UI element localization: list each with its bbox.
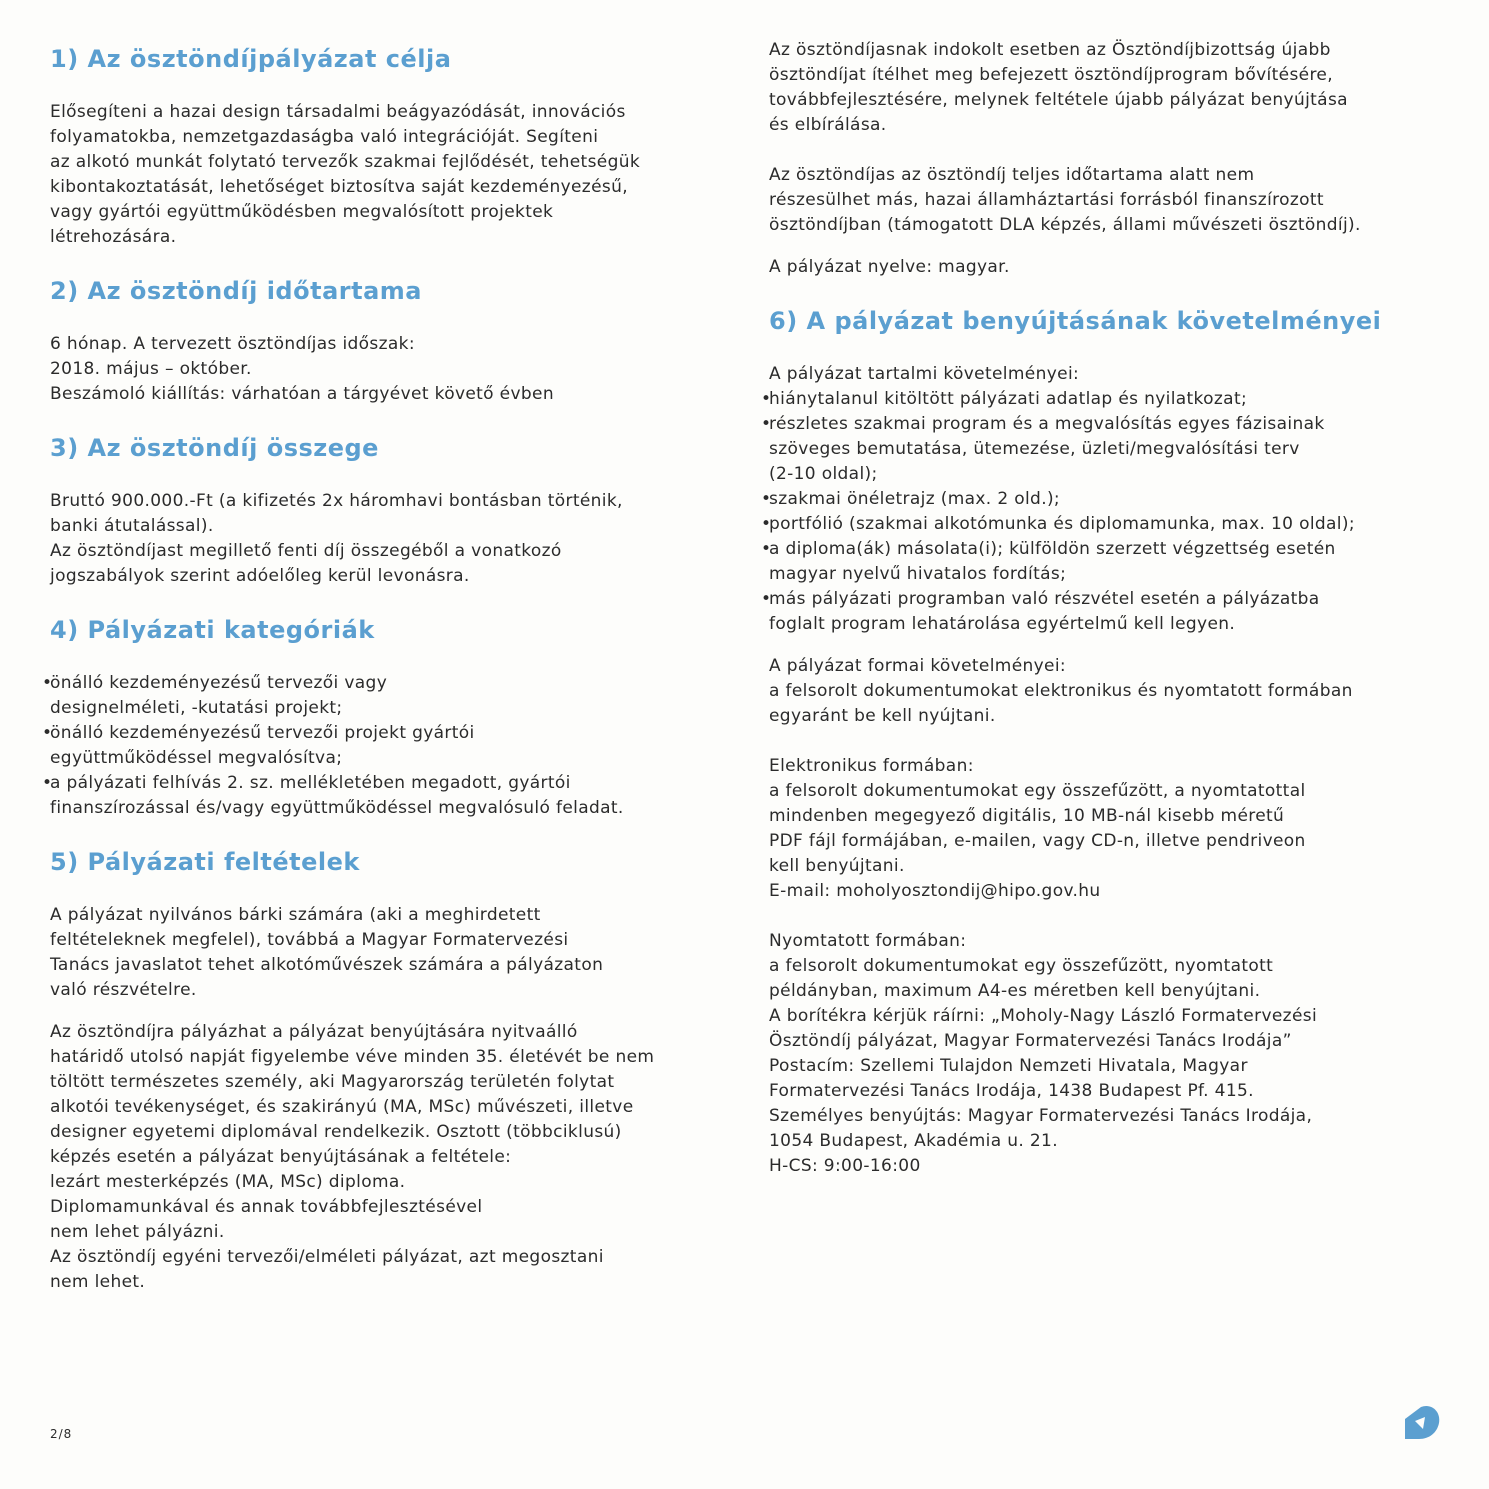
list-item: • más pályázati programban való részvétel esetén a pályázatba foglalt program lehatárolása egyértelmű kell legyen. <box>769 587 1459 637</box>
extension-text: Az ösztöndíjasnak indokolt esetben az Ösztöndíjbizottság újabb ösztöndíjat ítélhet meg befejezett ösztöndíjprogram bővítésére, továbbfejlesztésére, melynek feltétele újabb pályázat benyújtása és elbírálása. <box>769 40 1348 135</box>
section-1-text: Elősegíteni a hazai design társadalmi beágyazódását, innovációs folyamatokba, nemzetgazdaságba való integrációját. Segíteni az alkotó munkát folytató tervezők szakmai fejlődését, tehetségük kibontakoztatását, lehetőséget biztosítva saját kezdeményezésű, vagy gyártói együttműködésben megvalósított projektek létrehozására. <box>50 102 641 247</box>
hipo-logo-icon <box>1401 1403 1441 1441</box>
section-5-text-2: Az ösztöndíjra pályázhat a pályázat benyújtására nyitvaálló határidő utolsó napját figyelembe véve minden 35. életévét be nem töltött természetes személy, aki Magyarország területén folytat alkotói tevékenységet, és szakirányú (MA, MSc) művészeti, illetve designer egyetemi diplomával rendelkezik. Osztott (többciklusú) képzés esetén a pályázat benyújtásának a feltétele: lezárt mesterképzés (MA, MSc) diploma. Diplomamunkával és annak továbbfejlesztésével nem lehet pályázni. Az ösztöndíj egyéni tervezői/elméleti pályázat, azt megosztani nem lehet. <box>50 1022 655 1292</box>
requirements-list <box>769 387 1459 637</box>
section-1-title: 1) Az ösztöndíjpályázat célja <box>50 45 452 73</box>
electronic-submission: Elektronikus formában: a felsorolt dokumentumokat egy összefűzött, a nyomtatottal mindenben megegyező digitális, 10 MB-nál kisebb méretű PDF fájl formájában, e-mailen, vagy CD-n, illetve pendriveon kell benyújtani. E-mail: moholyosztondij@hipo.gov.hu <box>769 756 1306 901</box>
left-column <box>50 38 740 1312</box>
category-list <box>50 671 740 821</box>
section-3-text: Bruttó 900.000.-Ft (a kifizetés 2x háromhavi bontásban történik, banki átutalással). Az ösztöndíjast megillető fenti díj összegéből a vonatkozó jogszabályok szerint adóelőleg kerül levonásra. <box>50 491 623 586</box>
section-2-title: 2) Az ösztöndíj időtartama <box>50 277 422 305</box>
language-text: A pályázat nyelve: magyar. <box>769 257 1010 277</box>
formal-requirements: A pályázat formai követelményei: a felsorolt dokumentumokat elektronikus és nyomtatott formában egyaránt be kell nyújtani. <box>769 656 1353 726</box>
list-item: • önálló kezdeményezésű tervezői vagy designelméleti, -kutatási projekt; <box>50 671 740 721</box>
list-item: • a diploma(ák) másolata(i); külföldön szerzett végzettség esetén magyar nyelvű hivatalos fordítás; <box>769 537 1459 587</box>
list-item: • hiánytalanul kitöltött pályázati adatlap és nyilatkozat; <box>769 387 1459 412</box>
exclusion-text: Az ösztöndíjas az ösztöndíj teljes időtartama alatt nem részesülhet más, hazai államháztartási forrásból finanszírozott ösztöndíjban (támogatott DLA képzés, állami művészeti ösztöndíj). <box>769 165 1361 235</box>
section-4-title: 4) Pályázati kategóriák <box>50 616 375 644</box>
section-3-title: 3) Az ösztöndíj összege <box>50 434 379 462</box>
right-column <box>769 38 1459 1196</box>
list-item: • a pályázati felhívás 2. sz. mellékletében megadott, gyártói finanszírozással és/vagy együttműködéssel megvalósuló feladat. <box>50 771 740 821</box>
list-item: • részletes szakmai program és a megvalósítás egyes fázisainak szöveges bemutatása, ütemezése, üzleti/megvalósítási terv (2-10 oldal); <box>769 412 1459 487</box>
section-2-text: 6 hónap. A tervezett ösztöndíjas időszak: 2018. május – október. Beszámoló kiállítás: várhatóan a tárgyévet követő évben <box>50 334 554 404</box>
section-6-title: 6) A pályázat benyújtásának követelményei <box>769 307 1382 335</box>
page-number: 2/8 <box>50 1427 73 1441</box>
content-requirements-intro: A pályázat tartalmi követelményei: <box>769 364 1080 384</box>
printed-submission: Nyomtatott formában: a felsorolt dokumentumokat egy összefűzött, nyomtatott példányban, maximum A4-es méretben kell benyújtani. A borítékra kérjük ráírni: „Moholy-Nagy László Formatervezési Ösztöndíj pályázat, Magyar Formatervezési Tanács Irodája” Postacím: Szellemi Tulajdon Nemzeti Hivatala, Magyar Formatervezési Tanács Irodája, 1438 Budapest Pf. 415. Személyes benyújtás: Magyar Formatervezési Tanács Irodája, 1054 Budapest, Akadémia u. 21. H-CS: 9:00-16:00 <box>769 931 1318 1176</box>
list-item: • portfólió (szakmai alkotómunka és diplomamunka, max. 10 oldal); <box>769 512 1459 537</box>
list-item: • önálló kezdeményezésű tervezői projekt gyártói együttműködéssel megvalósítva; <box>50 721 740 771</box>
section-5-text-1: A pályázat nyilvános bárki számára (aki a meghirdetett feltételeknek megfelel), továbbá a Magyar Formatervezési Tanács javaslatot tehet alkotóművészek számára a pályázaton való részvételre. <box>50 905 604 1000</box>
list-item: • szakmai önéletrajz (max. 2 old.); <box>769 487 1459 512</box>
section-5-title: 5) Pályázati feltételek <box>50 848 360 876</box>
